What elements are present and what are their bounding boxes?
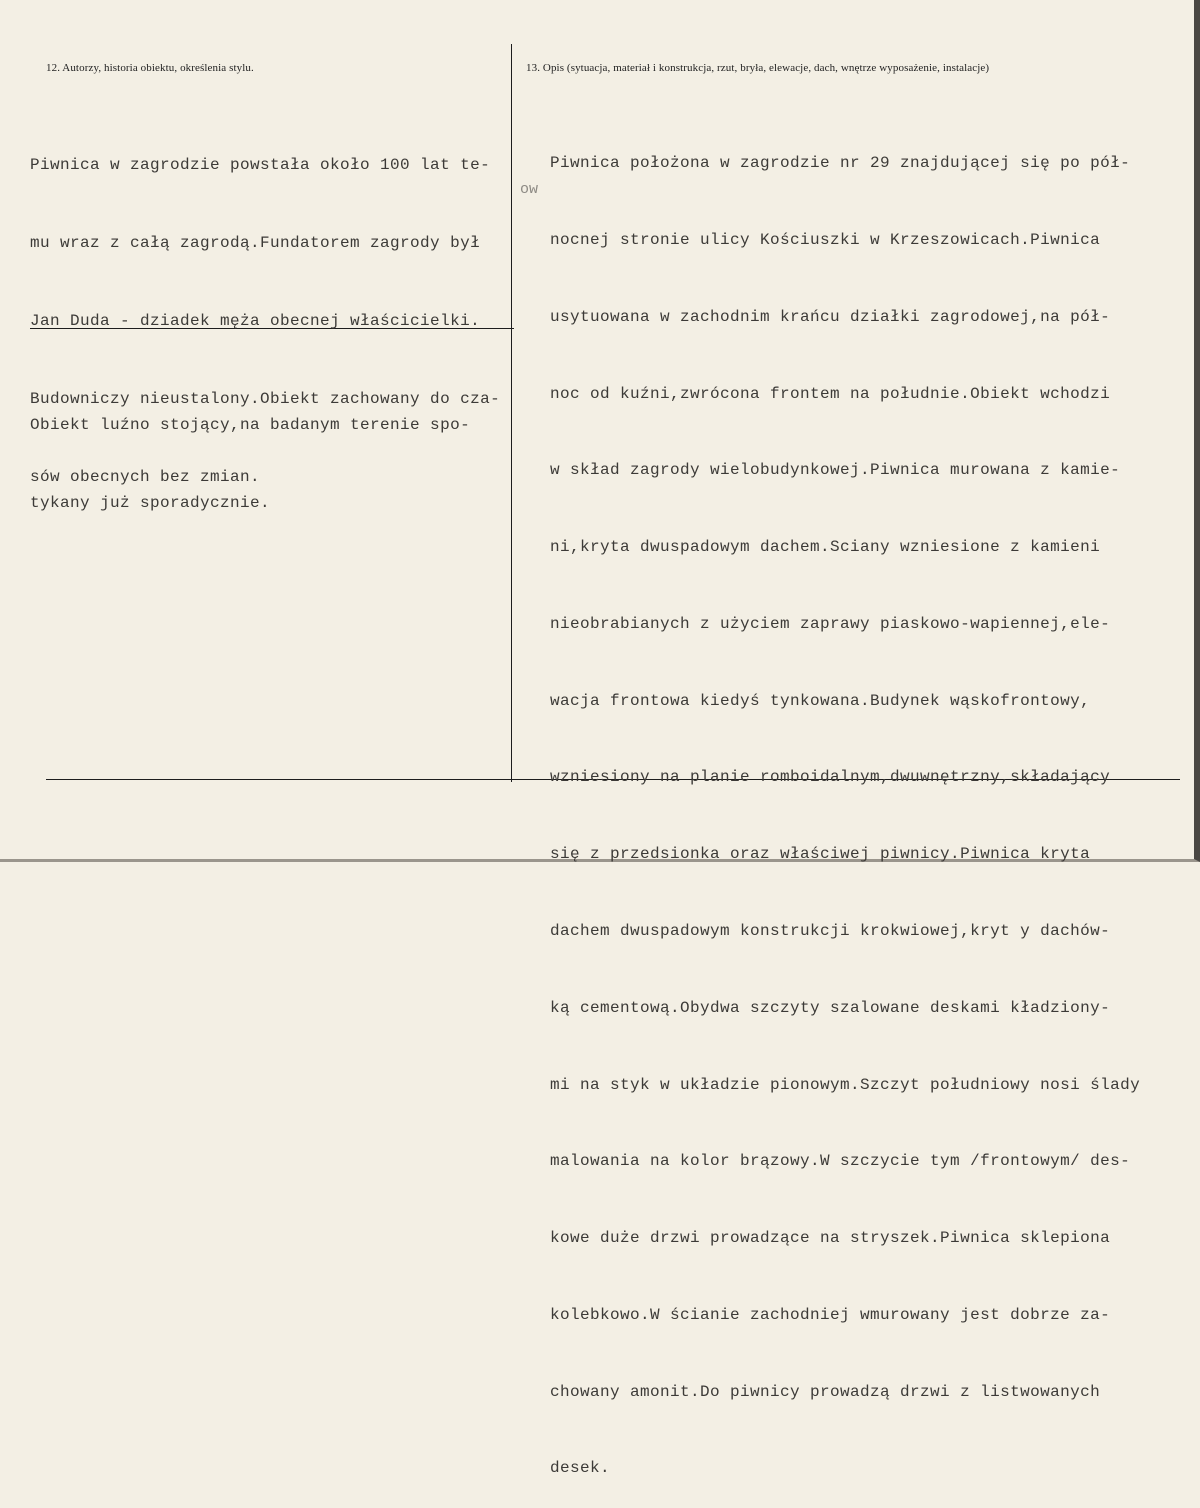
text-line: kolebkowo.W ścianie zachodniej wmurowany jest dobrze za- — [550, 1305, 1111, 1324]
text-line: Budowniczy nieustalony.Obiekt zachowany do cza- — [30, 390, 501, 408]
column-divider — [511, 44, 512, 782]
text-line: ką cementową.Obydwa szczyty szalowane deskami kładziony- — [550, 998, 1111, 1017]
text-line: dachem dwuspadowym konstrukcji krokwiowej,kryt y dachów- — [550, 922, 1111, 940]
text-line: Obiekt luźno stojący,na badanym terenie spo- — [30, 416, 471, 434]
text-line: mu wraz z całą zagrodą.Fundatorem zagrody był — [30, 234, 481, 252]
text-line: nieobrabianych z użyciem zaprawy piaskowo-wapiennej,ele- — [550, 614, 1111, 633]
text-line: wzniesiony na planie romboidalnym,dwuwnętrzny,składający — [550, 768, 1111, 787]
text-line: Piwnica w zagrodzie powstała około 100 lat te- — [30, 156, 491, 174]
text-line: wacja frontowa kiedyś tynkowana.Budynek wąskofrontowy, — [550, 691, 1091, 710]
text-line: malowania na kolor brązowy.W szczycie tym /frontowym/ des- — [550, 1152, 1131, 1171]
section-12-header: 12. Autorzy, historia obiektu, określenia stylu. — [46, 62, 254, 74]
text-line: się z przedsionka oraz właściwej piwnicy.Piwnica kryta — [550, 845, 1091, 864]
text-line: usytuowana w zachodnim krańcu działki zagrodowej,na pół- — [550, 307, 1111, 326]
text-line: ni,kryta dwuspadowym dachem.Sciany wzniesione z kamieni — [550, 538, 1101, 557]
section-13-header: 13. Opis (sytuacja, materiał i konstrukcja, rzut, bryła, elewacje, dach, wnętrze wyposażenie, instalacje) — [526, 62, 990, 74]
text-line: sów obecnych bez zmian. — [30, 468, 261, 486]
text-line: noc od kuźni,zwrócona frontem na południe.Obiekt wchodzi — [550, 384, 1111, 403]
text-line: Jan Duda - dziadek męża obecnej właścicielki. — [30, 312, 481, 330]
text-line: chowany amonit.Do piwnicy prowadzą drzwi z listwowanych — [550, 1382, 1101, 1401]
text-line: Piwnica położona w zagrodzie nr 29 znajdującej się po pół- — [550, 154, 1131, 173]
text-line: desek. — [550, 1459, 611, 1478]
text-line: mi na styk w układzie pionowym.Szczyt południowy nosi ślady — [550, 1075, 1141, 1094]
style-notes-text — [30, 360, 470, 542]
text-line: tykany już sporadycznie. — [30, 494, 271, 512]
stray-typed-mark: ow — [520, 181, 539, 198]
text-line: w skład zagrody wielobudynkowej.Piwnica murowana z kamie- — [550, 461, 1121, 480]
description-text — [550, 100, 1140, 1508]
text-line: kowe duże drzwi prowadzące na stryszek.Piwnica sklepiona — [550, 1229, 1111, 1248]
text-line: nocnej stronie ulicy Kościuszki w Krzeszowicach.Piwnica — [550, 230, 1101, 249]
